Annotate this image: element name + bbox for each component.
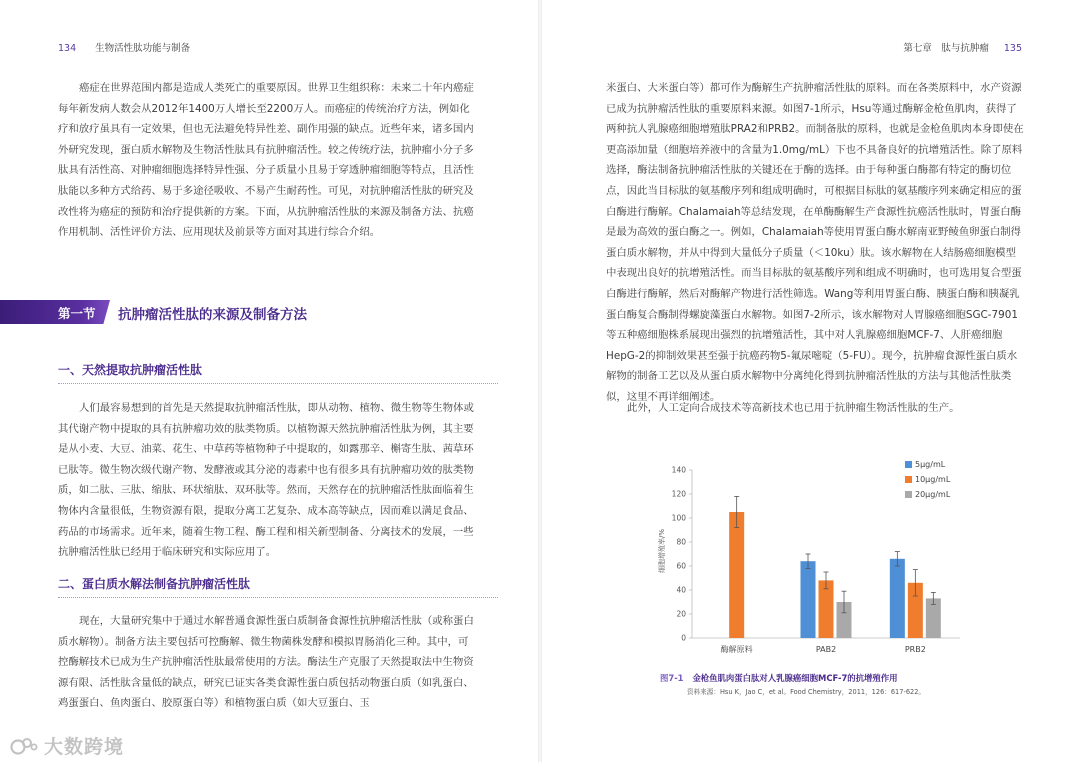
legend-label: 20μg/mL: [915, 490, 951, 499]
y-tick-label: 120: [671, 489, 686, 499]
right-page-number: 135: [1003, 43, 1022, 54]
left-running-title: 生物活性肽功能与制备: [95, 43, 191, 54]
left-page-header: [58, 40, 190, 54]
x-tick-label: PRB2: [904, 645, 926, 654]
right-page-header: [903, 40, 1022, 54]
subsection-1-paragraph: 人们最容易想到的首先是天然提取抗肿瘤活性肽，即从动物、植物、微生物等生物体或其代谢产物中提取的具有抗肿瘤功效的肽类物质。以植物源天然抗肿瘤活性肽为例，其主要是从小麦、大豆、油菜、花生、中草药等植物种子中提取的，如露那辛、槲寄生肽、茜草环已肽等。微生物次级代谢产物、发酵液或其分泌的毒素中也有很多具有抗肿瘤功效的肽类物质，如二肽、三肽、缩肽、环状缩肽、双环肽等。然而，天然存在的抗肿瘤活性肽面临着生物体内含量很低，生物资源有限，提取分离工艺复杂、成本高等缺点，因而难以满足食品、药品的市场需求。近年来，随着生物工程、酶工程和相关新型制备、分离技术的发展，一些抗肿瘤活性肽已经用于临床研究和实际应用了。: [58, 402, 474, 559]
watermark-text: 大数跨境: [44, 736, 125, 758]
bar-PRB2-5μg/mL: [890, 559, 905, 638]
subsection-2-rule: [58, 597, 498, 598]
y-tick-label: 0: [681, 633, 686, 643]
watermark: [10, 732, 124, 759]
subsection-1-title: 一、天然提取抗肿瘤活性肽: [58, 363, 203, 377]
bar-PAB2-5μg/mL: [801, 561, 816, 638]
legend-label: 10μg/mL: [915, 475, 951, 484]
y-ticks: [672, 466, 692, 643]
y-tick-label: 100: [671, 513, 686, 523]
legend-label: 5μg/mL: [915, 460, 946, 469]
subsection-1-rule: [58, 383, 498, 384]
intro-paragraph: 癌症在世界范围内都是造成人类死亡的重要原因。世界卫生组织称：未来二十年内癌症每年新发病人数会从2012年1400万人增长至2200万人。而癌症的传统治疗方法，例如化疗和放疗虽具有一定效果，但也无法避免特异性差、副作用强的缺点。近些年来，诸多国内外研究发现，蛋白质水解物及生物活性肽具有抗肿瘤活性。较之传统疗法，抗肿瘤小分子多肽具有活性高、对肿瘤细胞选择特异性强、分子质量小且易于穿透肿瘤细胞等特点，且活性肽能以多种方式给药、易于多途径吸收、不易产生耐药性。可见，对抗肿瘤活性肽的研究及改性将为癌症的预防和治疗提供新的方案。下面，从抗肿瘤活性肽的来源及制备方法、抗癌作用机制、活性评价方法、应用现状及前景等方面对其进行综合介绍。: [58, 82, 474, 239]
section-heading: [0, 300, 538, 324]
figure-caption: [660, 672, 898, 684]
figure-caption-text: 金枪鱼肌肉蛋白肽对人乳腺癌细胞MCF-7的抗增殖作用: [692, 673, 898, 683]
figure-source: 资料来源：Hsu K，Jao C，et al。Food Chemistry，2011，126：617-622。: [687, 688, 925, 696]
section-label: 第一节: [58, 306, 96, 321]
y-tick-label: 80: [676, 537, 686, 547]
x-tick-label: PAB2: [815, 645, 837, 654]
chapter-title: 第七章 肽与抗肿瘤: [903, 43, 989, 54]
legend-swatch: [905, 476, 912, 483]
bar-酶解原料-10μg/mL: [729, 512, 744, 638]
y-tick-label: 140: [671, 465, 686, 475]
bars-group: [729, 496, 941, 638]
logo-icon: [10, 735, 38, 757]
y-tick-label: 20: [676, 609, 686, 619]
subsection-2-title: 二、蛋白质水解法制备抗肿瘤活性肽: [58, 577, 251, 591]
bar-chart: [650, 455, 970, 670]
y-axis-label: 细胞增殖率/%: [658, 528, 666, 574]
subsection-2-heading: [58, 575, 498, 592]
legend-swatch: [905, 461, 912, 468]
subsection-2-paragraph: 现在，大量研究集中于通过水解普通食源性蛋白质制备食源性抗肿瘤活性肽（或称蛋白质水解物）。制备方法主要包括可控酶解、微生物菌株发酵和模拟胃肠消化三种。其中，可控酶解技术已成为生产抗肿瘤活性肽最常使用的方法。酶法生产克服了天然提取法中生物资源有限、活性肽含量低的缺点，研究已证实各类食源性蛋白质包括动物蛋白质（如乳蛋白、鸡蛋蛋白、鱼肉蛋白、胶原蛋白等）和植物蛋白质（如大豆蛋白、玉: [58, 615, 474, 710]
y-tick-label: 40: [676, 585, 686, 595]
section-title: 抗肿瘤活性肽的来源及制备方法: [118, 307, 307, 323]
figure-label: 图7-1: [660, 673, 684, 683]
left-page-number: 134: [58, 43, 77, 54]
right-paragraph-1: 米蛋白、大米蛋白等）都可作为酶解生产抗肿瘤活性肽的原料。而在各类原料中，水产资源已成为抗肿瘤活性肽的重要原料来源。如图7-1所示，Hsu等通过酶解金枪鱼肌肉，获得了两种抗人乳腺癌细胞增殖肽PRA2和PRB2。而制备肽的原料，也就是金枪鱼肌肉本身即使在更高添加量（细胞培养液中的含量为1.0mg/mL）下也不具备良好的抗增殖活性。除了原料选择，酶法制备抗肿瘤活性肽的关键还在于酶的选择。由于每种蛋白酶都有特定的酶切位点，因此当目标肽的氨基酸序列和组成明确时，可根据目标肽的氨基酸序列来确定相应的蛋白酶进行酶解。Chalamaiah等总结发现，在单酶酶解生产食源性抗癌活性肽时，胃蛋白酶是最为高效的蛋白酶之一。例如，Chalamaiah等使用胃蛋白酶水解南亚野鲮鱼卵蛋白制得蛋白质水解物，并从中得到大量低分子质量（＜10ku）肽。该水解物在人结肠癌细胞模型中表现出良好的抗增殖活性。而当目标肽的氨基酸序列和组成不明确时，也可选用复合型蛋白酶进行酶解，然后对酶解产物进行活性筛选。Wang等利用胃蛋白酶、胰蛋白酶和胰凝乳蛋白酶复合酶制得螺旋藻蛋白水解物。如图7-2所示，该水解物对人胃腺癌细胞SGC-7901等五种癌细胞株系展现出强烈的抗增殖活性，其中对人乳腺癌细胞MCF-7、人肝癌细胞HepG-2的抑制效果甚至强于抗癌药物5-氟尿嘧啶（5-FU）。现今，抗肿瘤食源性蛋白质水解物的制备工艺以及从蛋白质水解物中分离纯化得到抗肿瘤活性肽的方法与其他活性肽类似，这里不再详细阐述。: [606, 82, 1024, 403]
x-tick-label: 酶解原料: [720, 645, 753, 654]
subsection-1-heading: [58, 361, 498, 378]
y-tick-label: 60: [676, 561, 686, 571]
right-paragraph-2: 此外，人工定向合成技术等高新技术也已用于抗肿瘤生物活性肽的生产。: [627, 402, 960, 414]
x-ticks: [721, 644, 926, 654]
legend-swatch: [905, 491, 912, 498]
legend: [905, 460, 951, 499]
